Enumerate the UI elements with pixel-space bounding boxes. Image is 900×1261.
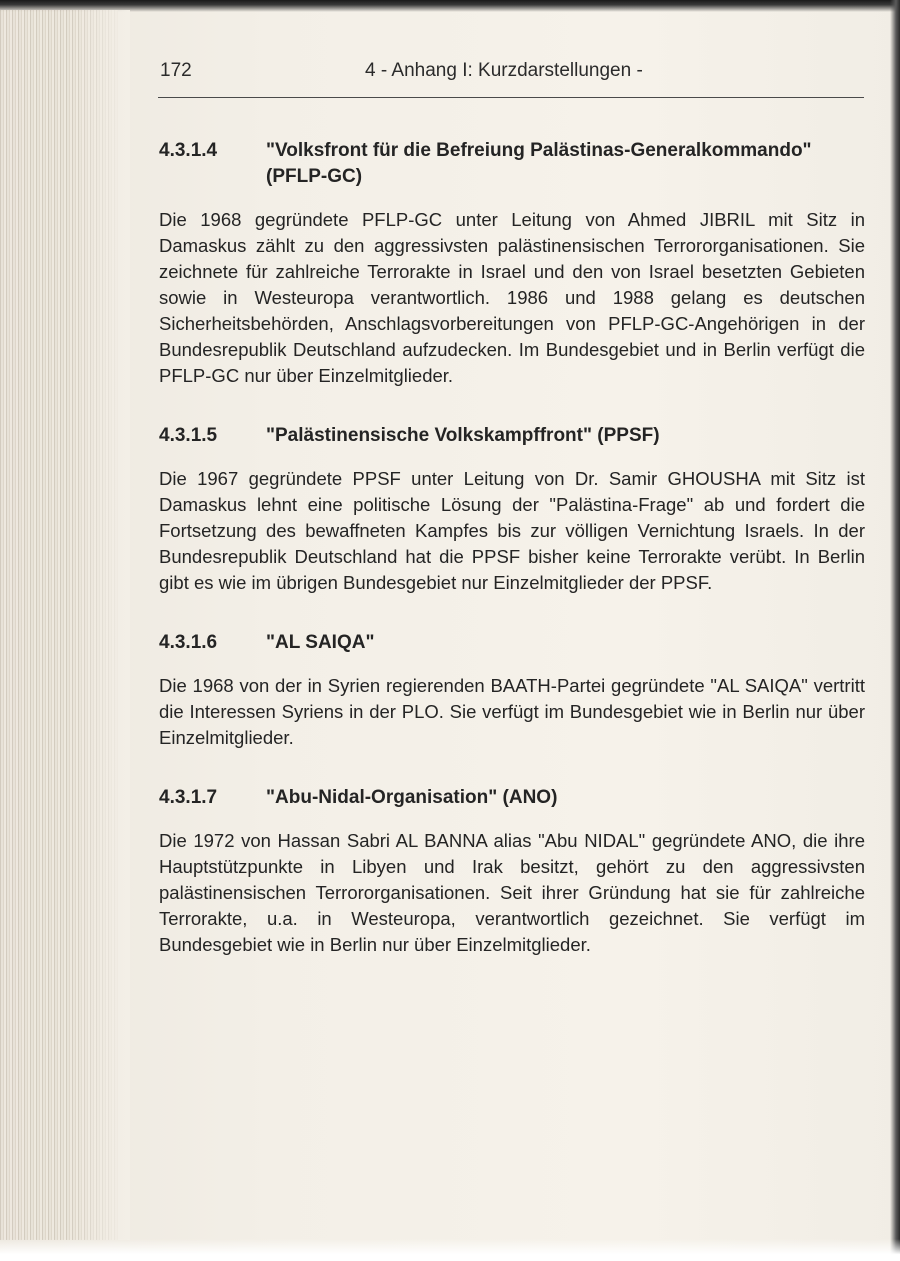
section-4-3-1-7 bbox=[159, 785, 865, 958]
section-number: 4.3.1.4 bbox=[159, 140, 218, 161]
section-title: "Volksfront für die Befreiung Palästinas-Generalkommando" (PFLP-GC) bbox=[266, 140, 812, 187]
document-body bbox=[159, 138, 865, 988]
bottom-scan-margin bbox=[0, 1239, 900, 1261]
right-scan-shadow bbox=[890, 0, 900, 1261]
section-title: "Palästinensische Volkskampffront" (PPSF) bbox=[266, 425, 660, 446]
section-number: 4.3.1.7 bbox=[159, 787, 218, 808]
section-4-3-1-5 bbox=[159, 423, 865, 596]
section-4-3-1-4 bbox=[159, 138, 865, 389]
section-title: "Abu-Nidal-Organisation" (ANO) bbox=[266, 787, 558, 808]
page-edge-fade bbox=[70, 10, 130, 1240]
top-scan-shadow bbox=[0, 0, 900, 12]
section-heading bbox=[159, 423, 865, 449]
section-heading bbox=[159, 785, 865, 811]
section-paragraph: Die 1967 gegründete PPSF unter Leitung von Dr. Samir GHOUSHA mit Sitz ist Damaskus lehnt eine politische Lösung der "Palästina-Frage" ab und fordert die Fortsetzung des bewaffneten Kampfes bis zur völligen Vernichtung Israels. In der Bundesrepublik Deutschland hat die PPSF bisher keine Terrorakte verübt. In Berlin gibt es wie im übrigen Bundesgebiet nur Einzelmitglieder der PPSF. bbox=[159, 468, 865, 593]
running-header bbox=[160, 60, 865, 90]
section-paragraph: Die 1968 gegründete PFLP-GC unter Leitung von Ahmed JIBRIL mit Sitz in Damaskus zählt zu den aggressivsten palästinensischen Terrororganisationen. Sie zeichnete für zahlreiche Terrorakte in Israel und den von Israel besetzten Gebieten sowie in Westeuropa verantwortlich. 1986 und 1988 gelang es deutschen Sicherheitsbehörden, Anschlagsvorbereitungen von PFLP-GC-Angehörigen in der Bundesrepublik Deutschland aufzudecken. Im Bundesgebiet und in Berlin verfügt die PFLP-GC nur über Einzelmitglieder. bbox=[159, 209, 865, 386]
running-title: 4 - Anhang I: Kurzdarstellungen - bbox=[365, 60, 643, 81]
header-rule bbox=[158, 97, 864, 98]
section-title: "AL SAIQA" bbox=[266, 632, 375, 653]
section-number: 4.3.1.6 bbox=[159, 632, 218, 653]
section-paragraph: Die 1972 von Hassan Sabri AL BANNA alias "Abu NIDAL" gegründete ANO, die ihre Hauptstützpunkte in Libyen und Irak besitzt, gehört zu den aggressivsten palästinensischen Terrororganisationen. Seit ihrer Gründung hat sie für zahlreiche Terrorakte, u.a. in Westeuropa, verantwortlich gezeichnet. Sie verfügt im Bundesgebiet wie in Berlin nur über Einzelmitglieder. bbox=[159, 830, 865, 955]
section-4-3-1-6 bbox=[159, 630, 865, 751]
page-number: 172 bbox=[160, 60, 192, 81]
section-heading bbox=[159, 138, 865, 190]
section-heading bbox=[159, 630, 865, 656]
section-number: 4.3.1.5 bbox=[159, 425, 218, 446]
section-paragraph: Die 1968 von der in Syrien regierenden BAATH-Partei gegründete "AL SAIQA" vertritt die Interessen Syriens in der PLO. Sie verfügt im Bundesgebiet wie in Berlin nur über Einzelmitglieder. bbox=[159, 675, 865, 748]
